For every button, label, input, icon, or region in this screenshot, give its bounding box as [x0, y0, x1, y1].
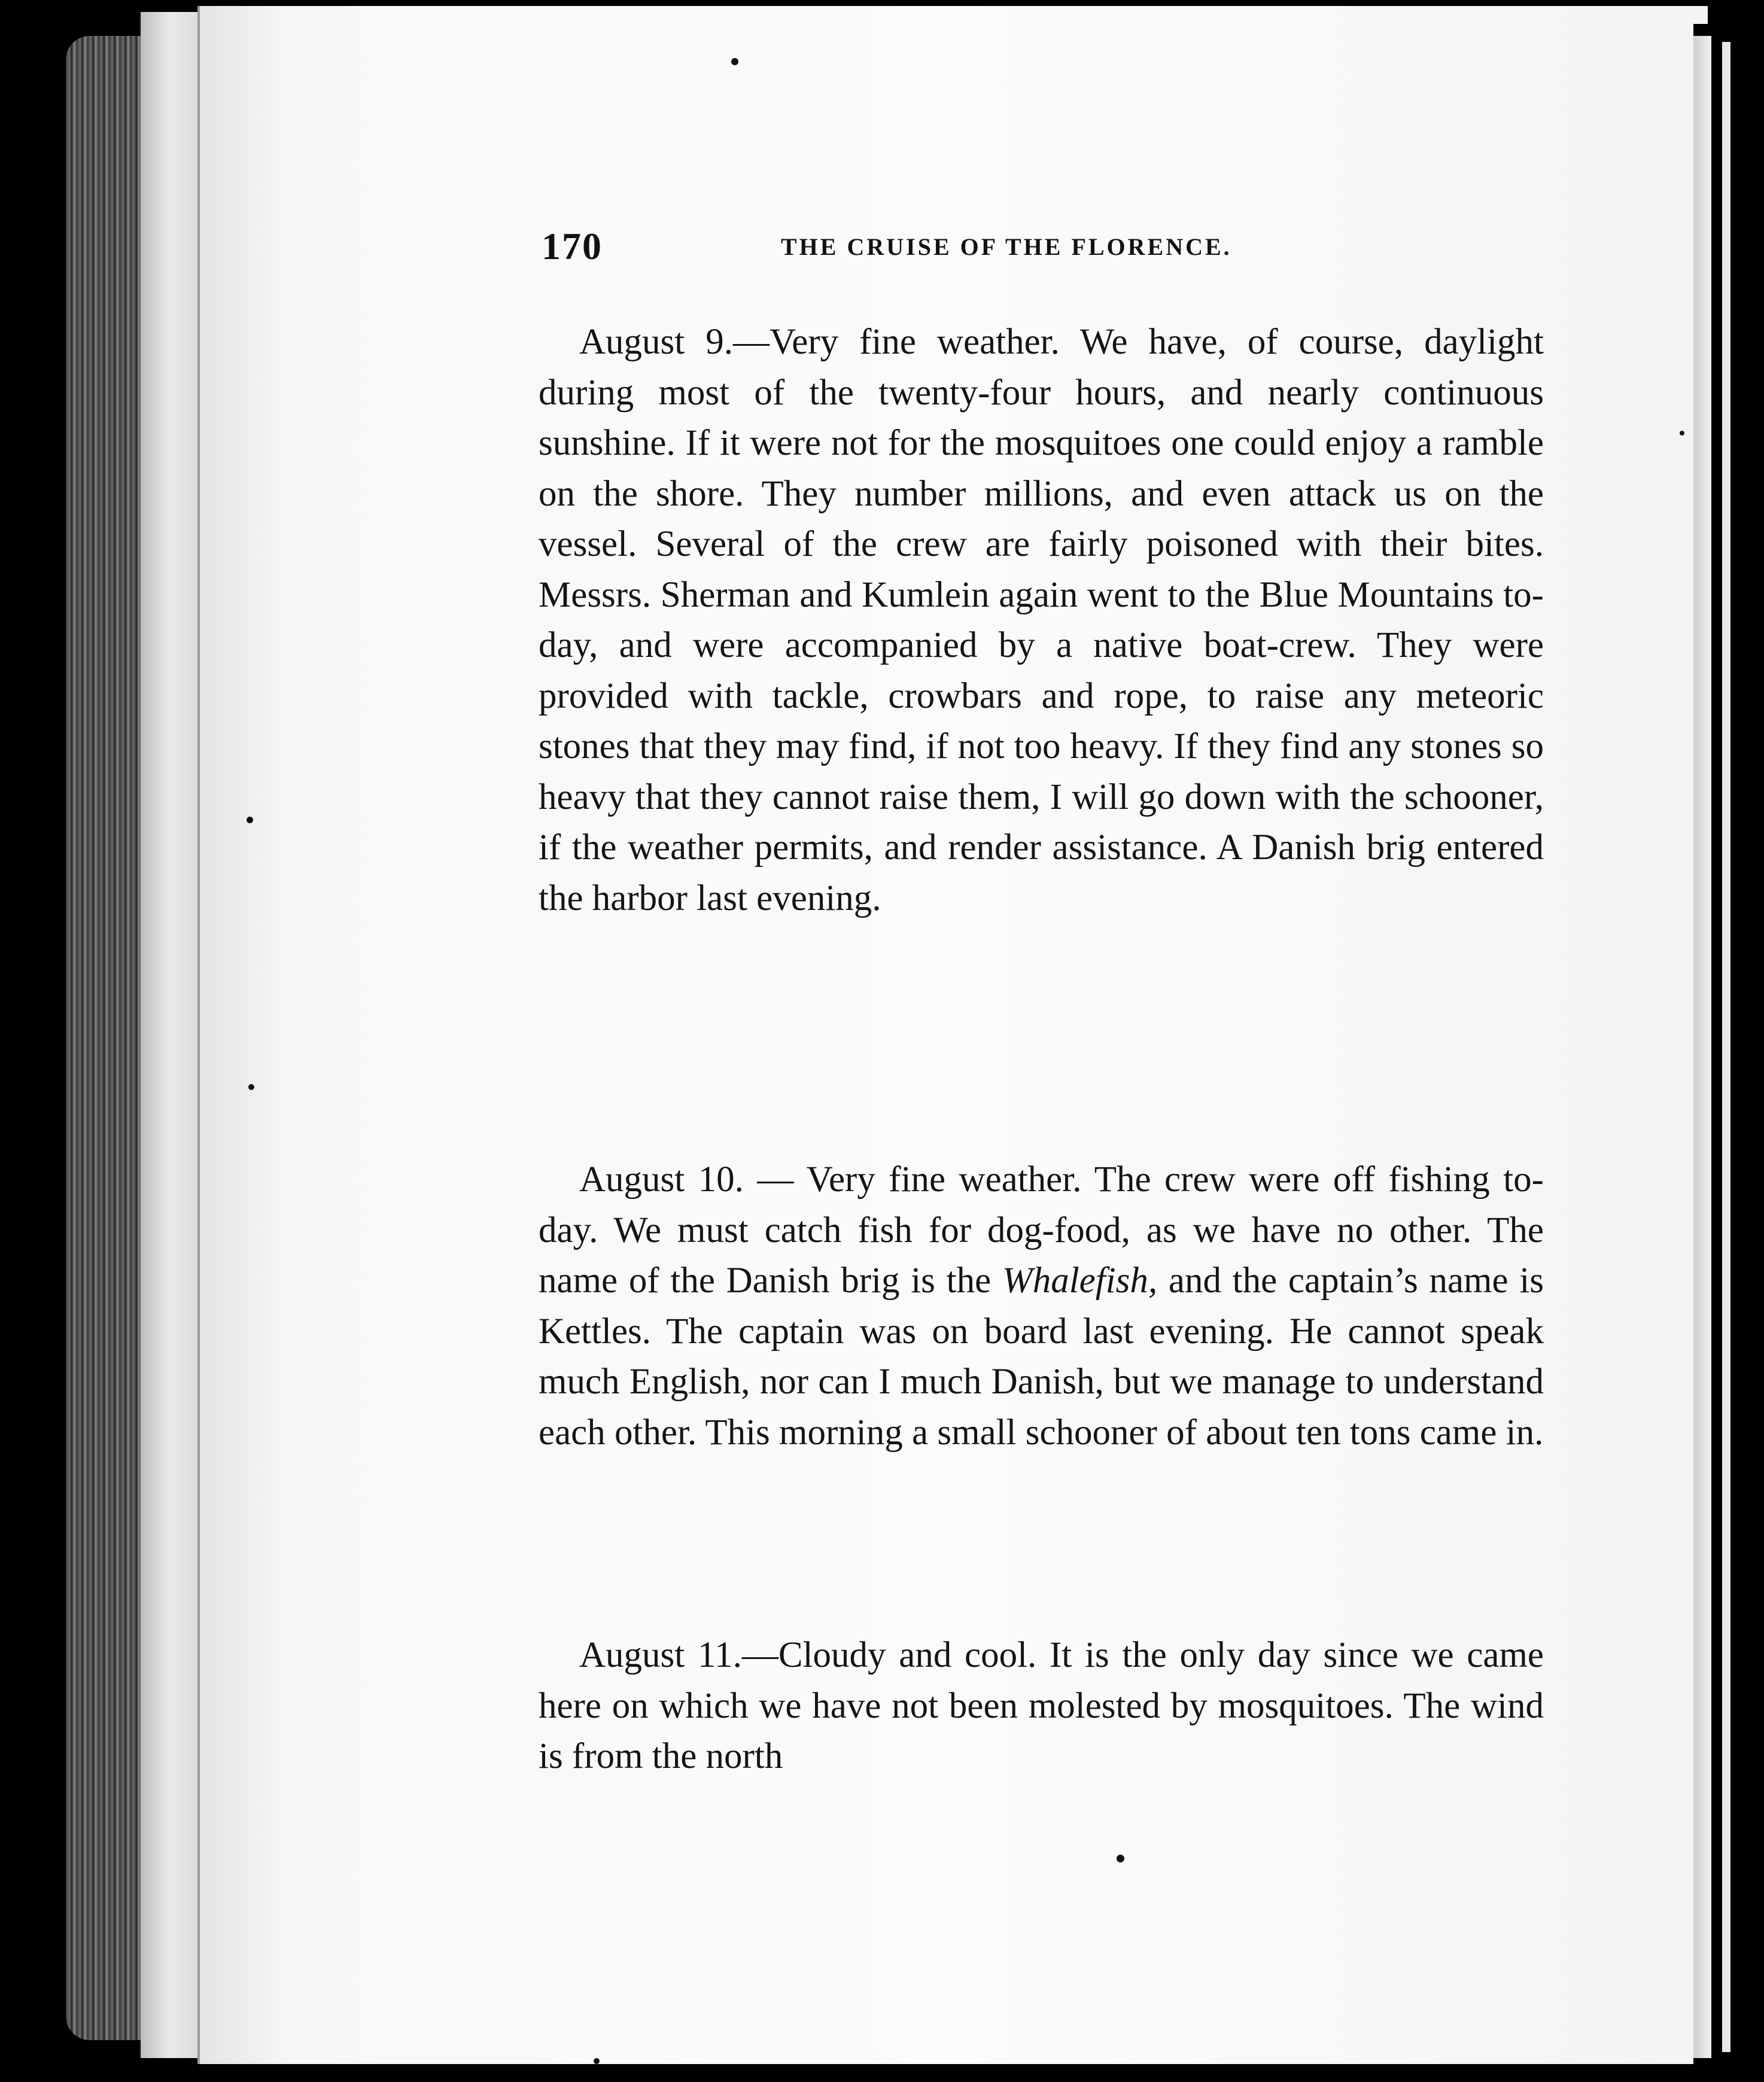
- entry-text: —Very fine weather. We have, of course, daylight during most of the twenty-four hours, and nearly continuous sunshine. If it were not for the mosquitoes one could enjoy a ramble on the shore. They number millions, and even attack us on the vessel. Several of the crew are fairly poisoned with their bites. Messrs. Sherman and Kumlein again went to the Blue Mountains to-day, and were accompanied by a native boat-crew. They were provided with tackle, crowbars and rope, to raise any meteoric stones that they may find, if not too heavy. If they find any stones so heavy that they cannot raise them, I will go down with the schooner, if the weather permits, and render assistance. A Danish brig entered the harbor last evening.: [539, 322, 1544, 918]
- ship-name: Whalefish,: [1002, 1261, 1158, 1301]
- scan-speck: [1680, 431, 1684, 436]
- scan-speck: [248, 1084, 254, 1090]
- entry-text-continued: and the captain’s name is Kettles. The captain was on board last evening. He cannot speak much English, nor can I much Danish, but we manage to understand each other. This morning a small schooner of about ten tons came in.: [539, 1261, 1544, 1453]
- running-title: THE CRUISE OF THE FLORENCE.: [781, 233, 1232, 260]
- scan-speck: [247, 817, 253, 823]
- running-head: [542, 224, 1313, 278]
- entry-date: August 10.: [579, 1159, 744, 1200]
- scan-speck: [1117, 1855, 1124, 1862]
- entry-text: — Very fine weather. The crew were off fishing to-day. We must catch fish for dog-food, as we have no other. The name of the Danish brig is the: [539, 1159, 1544, 1301]
- journal-entry: [539, 1155, 1544, 1458]
- journal-entry: [539, 317, 1544, 924]
- scan-speck: [594, 2058, 600, 2064]
- page-number: 170: [542, 225, 603, 267]
- entry-date: August 9.: [579, 322, 733, 362]
- facing-page-edge: [1693, 36, 1711, 2058]
- entry-date: August 11.: [579, 1635, 742, 1675]
- journal-entry: [539, 1630, 1544, 1782]
- entry-text: —Cloudy and cool. It is the only day since we came here on which we have not been molested by mosquitoes. The wind is from the north: [539, 1635, 1544, 1776]
- facing-page-edge-inner: [1722, 42, 1730, 2052]
- scan-speck: [731, 58, 738, 65]
